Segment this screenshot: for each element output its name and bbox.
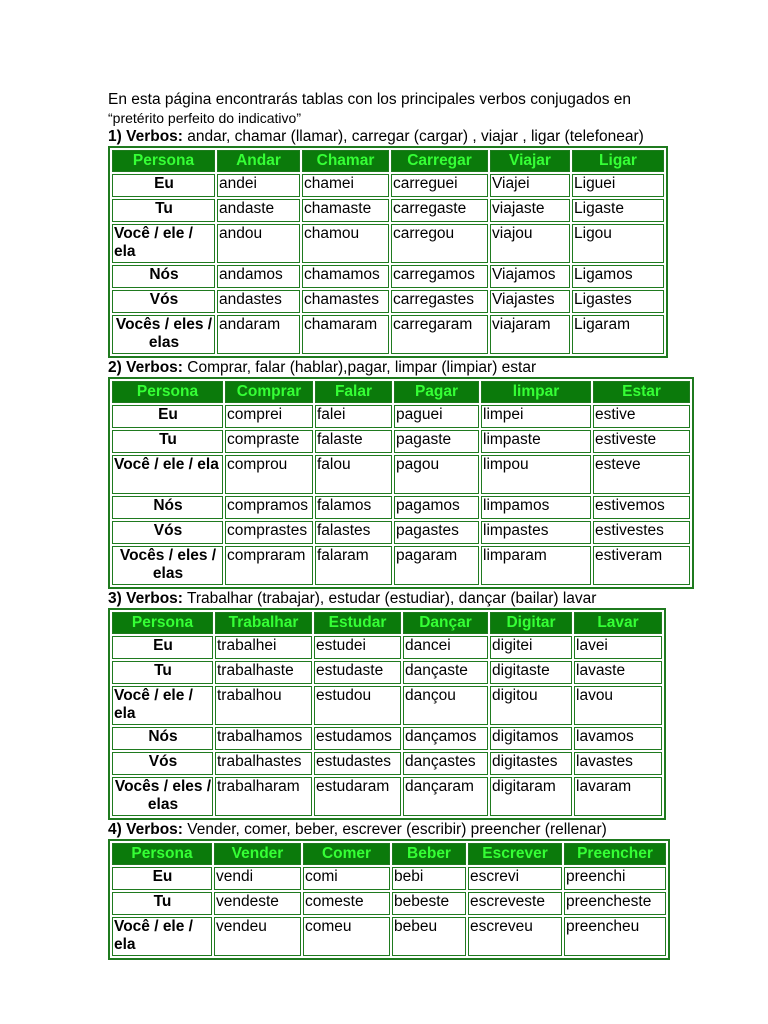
column-header: Vender [214, 843, 301, 865]
column-header: Ligar [572, 150, 664, 172]
conjugation-cell: compramos [225, 496, 313, 519]
column-header: Beber [392, 843, 466, 865]
conjugation-cell: andamos [217, 265, 300, 288]
table-row [112, 636, 662, 659]
table-header-row [112, 150, 664, 172]
table-row [112, 315, 664, 354]
column-header: Digitar [490, 612, 572, 634]
conjugation-cell: chamou [302, 224, 389, 263]
section-verbs-text: Comprar, falar (hablar),pagar, limpar (limpiar) estar [182, 359, 537, 376]
conjugation-cell: carregamos [391, 265, 488, 288]
conjugation-cell: chamaste [302, 199, 389, 222]
conjugation-cell: andastes [217, 290, 300, 313]
person-cell: Vós [112, 290, 215, 313]
conjugation-cell: Viajastes [490, 290, 570, 313]
person-cell: Tu [112, 661, 213, 684]
conjugation-cell: pagamos [394, 496, 479, 519]
conjugation-cell: digitamos [490, 727, 572, 750]
conjugation-cell: carregaste [391, 199, 488, 222]
conjugation-cell: estudei [314, 636, 401, 659]
intro-line-1: En esta página encontrarás tablas con los principales verbos conjugados en [108, 91, 632, 108]
conjugation-cell: carregaram [391, 315, 488, 354]
table-row [112, 265, 664, 288]
conjugation-cell: chamei [302, 174, 389, 197]
conjugation-cell: Viajamos [490, 265, 570, 288]
person-cell: Eu [112, 867, 212, 890]
column-header: Pagar [394, 381, 479, 403]
table-row [112, 727, 662, 750]
conjugation-cell: estudaram [314, 777, 401, 816]
table-row [112, 496, 690, 519]
conjugation-cell: vendi [214, 867, 301, 890]
conjugation-cell: limparam [481, 546, 591, 585]
conjugation-cell: preencheste [564, 892, 666, 915]
conjugation-cell: Ligou [572, 224, 664, 263]
conjugation-cell: estudamos [314, 727, 401, 750]
conjugation-cell: andaram [217, 315, 300, 354]
column-header: limpar [481, 381, 591, 403]
conjugation-cell: escreveste [468, 892, 562, 915]
person-cell: Vocês / eles / elas [112, 777, 213, 816]
table-row [112, 224, 664, 263]
section-verbs-text: Trabalhar (trabajar), estudar (estudiar), dançar (bailar) lavar [182, 590, 597, 607]
conjugation-table [108, 377, 694, 589]
conjugation-cell: escrevi [468, 867, 562, 890]
conjugation-table [108, 146, 668, 358]
conjugation-cell: andei [217, 174, 300, 197]
conjugation-cell: limpaste [481, 430, 591, 453]
conjugation-cell: pagastes [394, 521, 479, 544]
conjugation-cell: andaste [217, 199, 300, 222]
conjugation-cell: falaste [315, 430, 392, 453]
conjugation-cell: viajaram [490, 315, 570, 354]
conjugation-cell: Ligaste [572, 199, 664, 222]
conjugation-cell: trabalhamos [215, 727, 312, 750]
person-cell: Eu [112, 405, 223, 428]
person-cell: Tu [112, 199, 215, 222]
person-cell: Você / ele / ela [112, 917, 212, 956]
column-header: Andar [217, 150, 300, 172]
person-cell: Eu [112, 636, 213, 659]
conjugation-cell: falou [315, 455, 392, 494]
conjugation-cell: bebeste [392, 892, 466, 915]
table-row [112, 430, 690, 453]
column-header: Persona [112, 150, 215, 172]
section-label: 1) Verbos: [108, 128, 183, 145]
section-label: 2) Verbos: [108, 359, 183, 376]
conjugation-cell: chamaram [302, 315, 389, 354]
verb-sections [108, 128, 664, 960]
column-header: Trabalhar [215, 612, 312, 634]
conjugation-cell: compraram [225, 546, 313, 585]
conjugation-cell: estive [593, 405, 690, 428]
person-cell: Vós [112, 521, 223, 544]
column-header: Persona [112, 612, 213, 634]
conjugation-cell: comprastes [225, 521, 313, 544]
column-header: Estar [593, 381, 690, 403]
conjugation-cell: dançastes [403, 752, 488, 775]
person-cell: Vocês / eles / elas [112, 546, 223, 585]
conjugation-cell: falamos [315, 496, 392, 519]
person-cell: Você / ele / ela [112, 224, 215, 263]
conjugation-cell: comeste [303, 892, 390, 915]
conjugation-cell: trabalhaste [215, 661, 312, 684]
column-header: Viajar [490, 150, 570, 172]
conjugation-cell: paguei [394, 405, 479, 428]
conjugation-cell: dançaram [403, 777, 488, 816]
conjugation-cell: lavaram [574, 777, 662, 816]
column-header: Chamar [302, 150, 389, 172]
conjugation-cell: falastes [315, 521, 392, 544]
conjugation-cell: trabalhou [215, 686, 312, 725]
conjugation-cell: carregou [391, 224, 488, 263]
conjugation-cell: limpamos [481, 496, 591, 519]
conjugation-cell: lavamos [574, 727, 662, 750]
section-heading [108, 128, 664, 146]
table-row [112, 521, 690, 544]
conjugation-cell: compraste [225, 430, 313, 453]
person-cell: Nós [112, 727, 213, 750]
section-label: 4) Verbos: [108, 821, 183, 838]
intro-text [108, 91, 664, 128]
section-verbs-text: Vender, comer, beber, escrever (escribir) preencher (rellenar) [182, 821, 607, 838]
conjugation-cell: digitastes [490, 752, 572, 775]
conjugation-cell: pagou [394, 455, 479, 494]
column-header: Persona [112, 843, 212, 865]
table-row [112, 892, 666, 915]
conjugation-cell: esteve [593, 455, 690, 494]
conjugation-cell: limpastes [481, 521, 591, 544]
conjugation-cell: estudou [314, 686, 401, 725]
conjugation-cell: carregastes [391, 290, 488, 313]
column-header: Escrever [468, 843, 562, 865]
conjugation-cell: estiveram [593, 546, 690, 585]
table-row [112, 867, 666, 890]
conjugation-cell: limpou [481, 455, 591, 494]
conjugation-cell: lavastes [574, 752, 662, 775]
table-row [112, 686, 662, 725]
document-page [108, 91, 664, 961]
person-cell: Tu [112, 892, 212, 915]
conjugation-cell: viajou [490, 224, 570, 263]
conjugation-cell: trabalhastes [215, 752, 312, 775]
conjugation-cell: escreveu [468, 917, 562, 956]
conjugation-cell: Ligamos [572, 265, 664, 288]
conjugation-cell: trabalhei [215, 636, 312, 659]
conjugation-cell: dançaste [403, 661, 488, 684]
conjugation-cell: pagaram [394, 546, 479, 585]
conjugation-cell: Ligaram [572, 315, 664, 354]
conjugation-cell: vendeste [214, 892, 301, 915]
conjugation-cell: viajaste [490, 199, 570, 222]
column-header: Persona [112, 381, 223, 403]
table-row [112, 752, 662, 775]
conjugation-table [108, 839, 670, 960]
person-cell: Tu [112, 430, 223, 453]
conjugation-cell: andou [217, 224, 300, 263]
table-row [112, 405, 690, 428]
person-cell: Eu [112, 174, 215, 197]
conjugation-cell: Viajei [490, 174, 570, 197]
conjugation-cell: falaram [315, 546, 392, 585]
section-heading [108, 821, 664, 839]
conjugation-cell: falei [315, 405, 392, 428]
conjugation-cell: bebi [392, 867, 466, 890]
conjugation-cell: dançamos [403, 727, 488, 750]
table-row [112, 199, 664, 222]
conjugation-cell: estiveste [593, 430, 690, 453]
conjugation-cell: dançou [403, 686, 488, 725]
table-header-row [112, 843, 666, 865]
section-verbs-text: andar, chamar (llamar), carregar (cargar) , viajar , ligar (telefonear) [182, 128, 644, 145]
intro-line-2: “pretérito perfeito do indicativo” [108, 110, 301, 126]
conjugation-cell: Ligastes [572, 290, 664, 313]
person-cell: Vós [112, 752, 213, 775]
column-header: Dançar [403, 612, 488, 634]
conjugation-cell: estudastes [314, 752, 401, 775]
conjugation-cell: dancei [403, 636, 488, 659]
table-row [112, 546, 690, 585]
table-row [112, 290, 664, 313]
conjugation-cell: lavou [574, 686, 662, 725]
conjugation-cell: estivestes [593, 521, 690, 544]
conjugation-cell: limpei [481, 405, 591, 428]
conjugation-cell: chamamos [302, 265, 389, 288]
conjugation-cell: digitaste [490, 661, 572, 684]
column-header: Comprar [225, 381, 313, 403]
conjugation-cell: lavaste [574, 661, 662, 684]
person-cell: Nós [112, 265, 215, 288]
conjugation-cell: estudaste [314, 661, 401, 684]
table-row [112, 661, 662, 684]
table-header-row [112, 612, 662, 634]
person-cell: Vocês / eles / elas [112, 315, 215, 354]
conjugation-cell: digitaram [490, 777, 572, 816]
column-header: Lavar [574, 612, 662, 634]
conjugation-cell: pagaste [394, 430, 479, 453]
conjugation-cell: comi [303, 867, 390, 890]
conjugation-cell: digitei [490, 636, 572, 659]
column-header: Comer [303, 843, 390, 865]
column-header: Falar [315, 381, 392, 403]
conjugation-cell: comeu [303, 917, 390, 956]
column-header: Carregar [391, 150, 488, 172]
section-label: 3) Verbos: [108, 590, 183, 607]
conjugation-cell: Liguei [572, 174, 664, 197]
conjugation-table [108, 608, 666, 820]
table-row [112, 917, 666, 956]
conjugation-cell: digitou [490, 686, 572, 725]
table-row [112, 455, 690, 494]
conjugation-cell: trabalharam [215, 777, 312, 816]
conjugation-cell: bebeu [392, 917, 466, 956]
table-row [112, 174, 664, 197]
person-cell: Você / ele / ela [112, 455, 223, 494]
table-row [112, 777, 662, 816]
section-heading [108, 359, 664, 377]
column-header: Preencher [564, 843, 666, 865]
conjugation-cell: comprou [225, 455, 313, 494]
table-header-row [112, 381, 690, 403]
conjugation-cell: comprei [225, 405, 313, 428]
conjugation-cell: vendeu [214, 917, 301, 956]
section-heading [108, 590, 664, 608]
conjugation-cell: preenchi [564, 867, 666, 890]
column-header: Estudar [314, 612, 401, 634]
conjugation-cell: estivemos [593, 496, 690, 519]
conjugation-cell: carreguei [391, 174, 488, 197]
conjugation-cell: lavei [574, 636, 662, 659]
person-cell: Nós [112, 496, 223, 519]
person-cell: Você / ele / ela [112, 686, 213, 725]
conjugation-cell: preencheu [564, 917, 666, 956]
conjugation-cell: chamastes [302, 290, 389, 313]
